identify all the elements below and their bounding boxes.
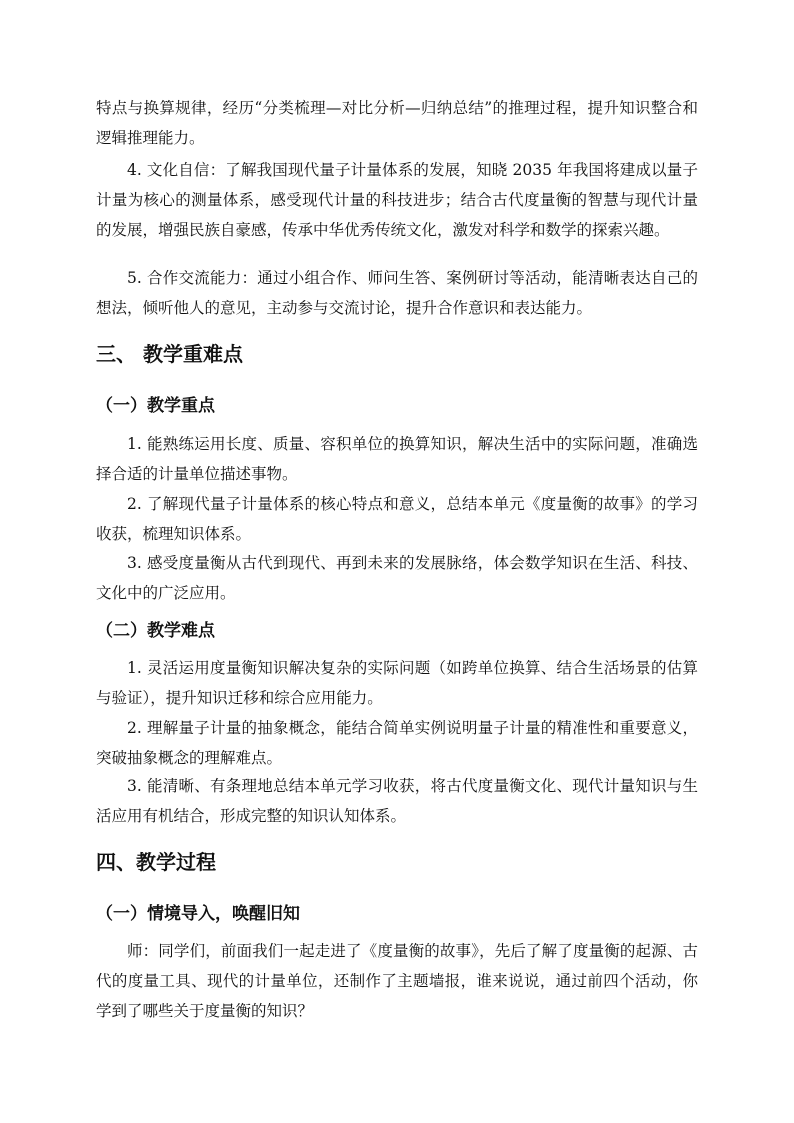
paragraph-cultural-confidence: 4. 文化自信：了解我国现代量子计量体系的发展，知晓 2035 年我国将建成以量子计量为核心的测量体系，感受现代计量的科技进步；结合古代度量衡的智慧与现代计量的发展，增强民族自豪感，传承中华优秀传统文化，激发对科学和数学的探索兴趣。	[96, 161, 698, 239]
difficult-point-2: 2. 理解量子计量的抽象概念，能结合简单实例说明量子计量的精准性和重要意义，突破抽象概念的理解难点。	[96, 719, 698, 767]
section-title-teaching-process: 四、教学过程	[96, 850, 216, 874]
key-point-1: 1. 能熟练运用长度、质量、容积单位的换算知识，解决生活中的实际问题，准确选择合适的计量单位描述事物。	[96, 435, 698, 483]
difficult-point-1: 1. 灵活运用度量衡知识解决复杂的实际问题（如跨单位换算、结合生活场景的估算与验证），提升知识迁移和综合应用能力。	[96, 659, 698, 707]
subsection-title-key-points: （一）教学重点	[96, 396, 215, 416]
section-title-key-difficult: 三、 教学重难点	[96, 342, 243, 366]
key-point-2: 2. 了解现代量子计量体系的核心特点和意义，总结本单元《度量衡的故事》的学习收获，梳理知识体系。	[96, 495, 698, 543]
key-point-3: 3. 感受度量衡从古代到现代、再到未来的发展脉络，体会数学知识在生活、科技、文化中的广泛应用。	[96, 554, 698, 602]
difficult-point-3: 3. 能清晰、有条理地总结本单元学习收获，将古代度量衡文化、现代计量知识与生活应用有机结合，形成完整的知识认知体系。	[96, 777, 698, 825]
teacher-dialogue: 师：同学们，前面我们一起走进了《度量衡的故事》，先后了解了度量衡的起源、古代的度量工具、现代的计量单位，还制作了主题墙报，谁来说说，通过前四个活动，你学到了哪些关于度量衡的知识？	[96, 942, 698, 1020]
paragraph-cooperation: 5. 合作交流能力：通过小组合作、师问生答、案例研讨等活动，能清晰表达自己的想法，倾听他人的意见，主动参与交流讨论，提升合作意识和表达能力。	[96, 269, 698, 317]
subsection-title-context-intro: （一）情境导入，唤醒旧知	[96, 904, 300, 924]
paragraph-continued: 特点与换算规律，经历“分类梳理—对比分析—归纳总结”的推理过程，提升知识整合和逻辑推理能力。	[96, 99, 698, 147]
subsection-title-difficult-points: （二）教学难点	[96, 621, 215, 641]
